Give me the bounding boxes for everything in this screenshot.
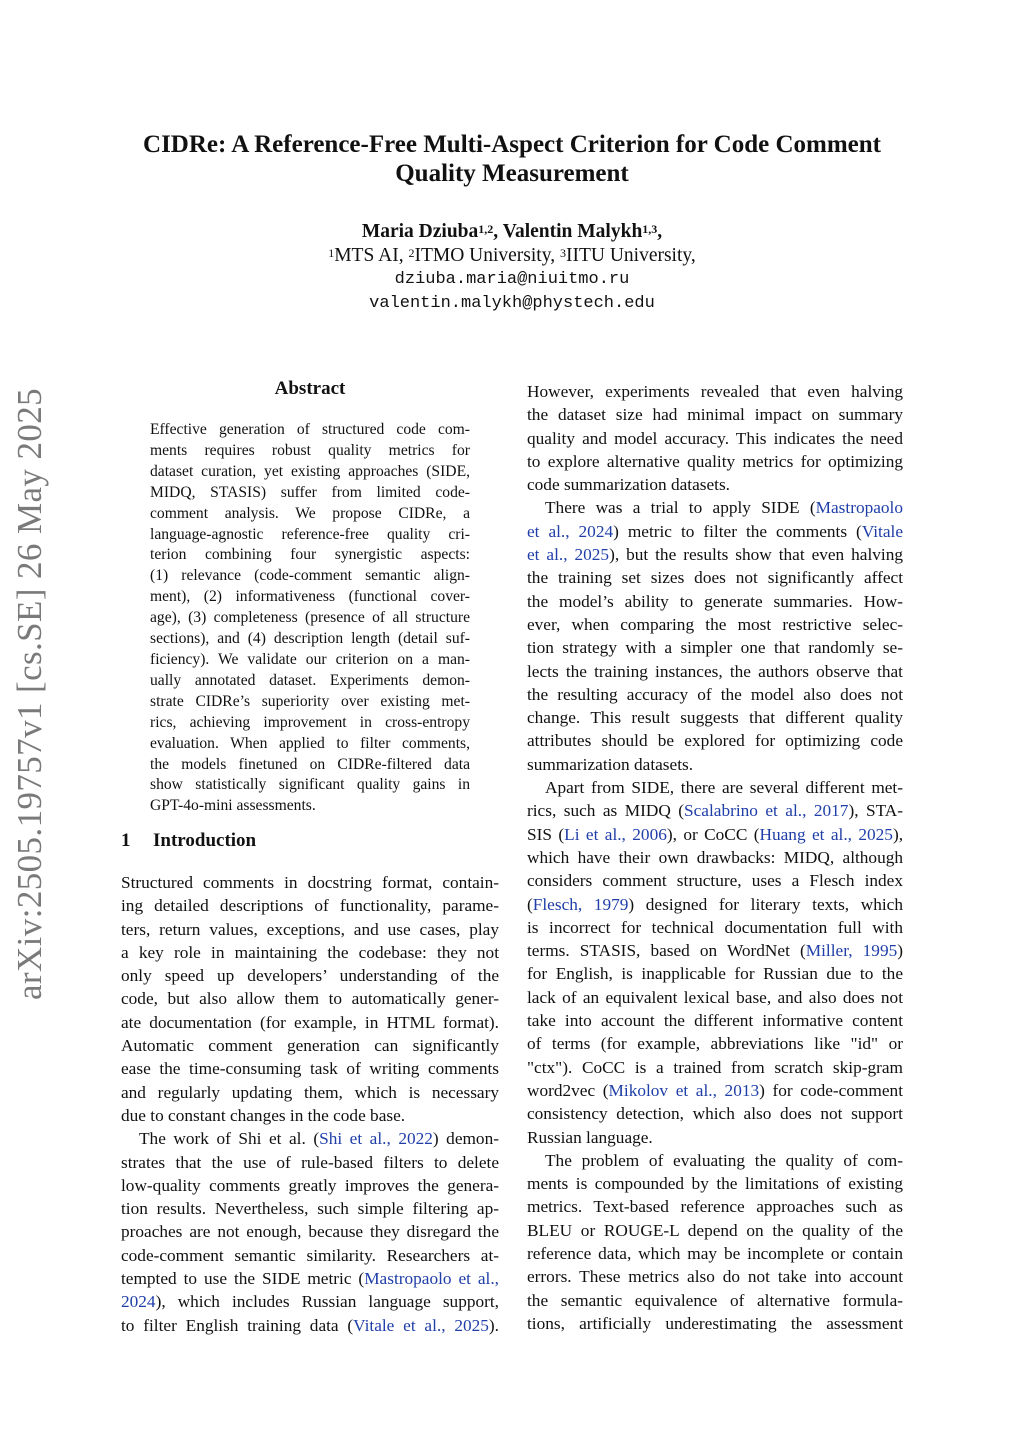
author-2-name: Valentin Malykh — [502, 221, 643, 242]
text-line: ments requires robust quality metrics for — [150, 441, 470, 459]
affiliation-2: ITMO University, — [414, 245, 560, 266]
text-line: change. This result suggests that different quality — [527, 708, 903, 728]
right-paragraph-1 — [527, 380, 903, 496]
text-line: code, but also allow them to automatically gener- — [121, 989, 499, 1009]
text-line: metrics. Text-based reference approaches such as — [527, 1197, 903, 1217]
text-line: GPT-4o-mini assessments. — [150, 797, 316, 815]
author-2-affiliation-marks: 1,3 — [642, 222, 658, 236]
text-line: Effective generation of structured code com- — [150, 421, 470, 438]
text-line: age), (3) completeness (presence of all structure — [150, 609, 470, 627]
affiliation-2-mark: 2 — [408, 246, 415, 260]
text-line: rics, achieving improvement in cross-entropy — [150, 713, 470, 731]
text-line: tions, artificially underestimating the assessment — [527, 1313, 903, 1333]
text-line: (1) relevance (code-comment semantic align- — [150, 567, 470, 585]
introduction-heading — [121, 830, 256, 852]
text-line: the model’s ability to generate summaries. How- — [527, 591, 903, 611]
citation-vitale-2025[interactable]: Vitale — [861, 521, 903, 541]
text-line: "ctx"). CoCC is a trained from scratch skip-gram — [527, 1057, 903, 1077]
text-line: code-comment semantic similarity. Researchers at- — [121, 1245, 499, 1265]
text-line: The problem of evaluating the quality of com- — [545, 1150, 903, 1170]
title-line-1: CIDRe: A Reference-Free Multi-Aspect Criterion for Code Comment — [143, 131, 881, 158]
author-1-email[interactable]: dziuba.maria@niuitmo.ru — [394, 270, 630, 289]
text-line: ate documentation (for example, in HTML format). — [121, 1012, 499, 1032]
citation-flesch-1979[interactable]: Flesch, 1979 — [532, 894, 629, 914]
text-line: to explore alternative quality metrics for optimizing — [527, 451, 903, 471]
text-line: terion combining four synergistic aspects: — [150, 546, 470, 564]
section-title: Introduction — [153, 830, 257, 851]
author-2-email[interactable]: valentin.malykh@phystech.edu — [369, 294, 655, 313]
citation-vitale-2025-b[interactable]: et al., 2025 — [527, 545, 610, 565]
text-line: evaluation. When applied to filter comments, — [150, 734, 470, 752]
text-line: take into account the different informative content — [527, 1011, 903, 1031]
text-line: comment analysis. We propose CIDRe, a — [150, 504, 470, 522]
right-column — [527, 380, 903, 1335]
text-line: of terms (for example, abbreviations like "id" or — [527, 1034, 903, 1054]
right-paragraph-3: Apart from SIDE, there are several different met- rics, such as MIDQ (Scalabrino et al., 2017), STA- SIS (Li et al., 2006), or CoCC (Huang et al., 2025), which have their own drawbacks: MIDQ, although considers comment structure, uses a Flesch index (Flesch, 1979) designed for literary texts, which is incorrect for technical documentation full with terms. STASIS, based on WordNet (Miller, 1995) for English, is inapplicable for Russian due to the lack of an equivalent lexical base, and also does not take into account the different informative content of terms (for example, abbreviations like "id" or "ctx"). CoCC is a trained from scratch skip-gram word2vec (Mikolov et al., 2013) for code-comment consistency detection, which also does not support Russian language. — [527, 776, 903, 1149]
text-line: for English, is inapplicable for Russian due to the — [527, 964, 903, 984]
text-line: low-quality comments greatly improves the genera- — [121, 1175, 499, 1195]
title-line-2: Quality Measurement — [395, 160, 629, 187]
text-line: due to constant changes in the code base. — [121, 1105, 406, 1125]
text-line: ments is compounded by the limitations of existing — [527, 1174, 903, 1194]
introduction-body — [121, 871, 499, 1337]
citation-mikolov-2013[interactable]: Mikolov et al., 2013 — [608, 1080, 760, 1100]
text-line: code summarization datasets. — [527, 475, 730, 495]
text-line: ever, when comparing the most restrictive selec- — [527, 614, 903, 634]
text-line: quality and model accuracy. This indicates the need — [527, 428, 903, 448]
text-line: ing detailed descriptions of functionality, parame- — [121, 896, 499, 916]
citation-mastropaolo-2024-year[interactable]: 2024 — [121, 1292, 156, 1312]
citation-scalabrino-2017[interactable]: Scalabrino et al., 2017 — [684, 801, 849, 821]
author-1-affiliation-marks: 1,2 — [478, 222, 494, 236]
arxiv-identifier: arXiv:2505.19757v1 [cs.SE] 26 May 2025 — [10, 387, 49, 1000]
text-line: ment), (2) informativeness (functional cover- — [150, 588, 470, 606]
text-line: reference data, which may be incomplete or contain — [527, 1243, 903, 1263]
text-line: attributes should be explored for optimizing code — [527, 731, 903, 751]
text-line: the training set sizes does not significantly affect — [527, 568, 903, 588]
right-paragraph-2: There was a trial to apply SIDE (Mastropaolo et al., 2024) metric to filter the comments (Vitale et al., 2025), but the results show that even halving the training set sizes does not significantly affect the model’s ability to generate summaries. How- ever, when comparing the most restrictive selec- tion strategy with a simpler one that randomly se- lects the training instances, the authors observe that the resulting accuracy of the model also does not change. This result suggests that different quality attributes should be explored for optimizing code summarization datasets. — [527, 496, 903, 776]
text-line: and regularly updating them, which is necessary — [121, 1082, 499, 1102]
text-line: MIDQ, STASIS) suffer from limited code- — [150, 483, 470, 501]
text-line: lack of an equivalent lexical base, and also does not — [527, 987, 903, 1007]
text-line: the semantic equivalence of alternative formula- — [527, 1290, 903, 1310]
text-line: strate CIDRe’s superiority over existing met- — [150, 692, 470, 710]
affiliations — [160, 244, 864, 268]
text-line: Structured comments in docstring format, contain- — [121, 873, 499, 892]
text-line: considers comment structure, uses a Flesch index — [527, 871, 903, 891]
text-line: Russian language. — [527, 1127, 653, 1147]
text-line: errors. These metrics also do not take into account — [527, 1267, 903, 1287]
text-line: Automatic comment generation can significantly — [121, 1036, 499, 1056]
citation-li-2006[interactable]: Li et al., 2006 — [564, 824, 667, 844]
abstract-heading: Abstract — [274, 378, 346, 399]
citation-mastropaolo-2024[interactable]: Mastropaolo et al., — [364, 1269, 499, 1289]
text-line: show statistically significant quality gains in — [150, 776, 470, 794]
paper-title — [130, 130, 894, 188]
affiliation-1: MTS AI, — [334, 245, 409, 266]
citation-shi-2022[interactable]: Shi et al., 2022 — [319, 1129, 433, 1149]
text-line: a key role in maintaining the codebase: they not — [121, 942, 499, 962]
intro-paragraph-1 — [121, 871, 499, 1127]
right-paragraph-4 — [527, 1149, 903, 1335]
text-line: is incorrect for technical documentation full with — [527, 917, 903, 937]
abstract-body — [150, 420, 470, 817]
text-line: ters, return values, exceptions, and use cases, play — [121, 919, 499, 939]
citation-huang-2025[interactable]: Huang et al., 2025 — [759, 824, 893, 844]
text-line: language-agnostic reference-free quality cri- — [150, 525, 470, 543]
text-line: summarization datasets. — [527, 754, 694, 774]
text-line: the resulting accuracy of the model also does not — [527, 684, 903, 704]
text-line: the dataset size had minimal impact on summary — [527, 405, 903, 425]
section-number: 1 — [121, 830, 131, 851]
intro-paragraph-2: The work of Shi et al. (Shi et al., 2022) demon- strates that the use of rule-based filters to delete low-quality comments greatly improves the genera- tion results. Nevertheless, such simple filtering ap- proaches are not enough, because they disregard the code-comment semantic similarity. Researchers at- tempted to use the SIDE metric (Mastropaolo et al., 2024), which includes Russian language support, to filter English training data (Vitale et al., 2025). — [121, 1129, 499, 1335]
text-line: dataset curation, yet existing approaches (SIDE, — [150, 462, 470, 480]
text-line: strates that the use of rule-based filters to delete — [121, 1152, 499, 1172]
text-line: lects the training instances, the authors observe that — [527, 661, 903, 681]
text-line: consistency detection, which also does not support — [527, 1104, 903, 1124]
citation-miller-1995[interactable]: Miller, 1995 — [805, 941, 898, 961]
citation-vitale-2025[interactable]: Vitale et al., 2025 — [353, 1315, 489, 1335]
text-line: which have their own drawbacks: MIDQ, although — [527, 847, 903, 867]
affiliation-3-mark: 3 — [559, 246, 566, 260]
citation-mastropaolo-2024-b[interactable]: et al., 2024 — [527, 521, 614, 541]
citation-mastropaolo-2024[interactable]: Mastropaolo — [815, 498, 903, 518]
text-line: tion strategy with a simpler one that randomly se- — [527, 638, 903, 658]
author-1-name: Maria Dziuba — [361, 221, 479, 242]
text-line: ficiency). We validate our criterion on a man- — [150, 650, 470, 668]
text-line: ually annotated dataset. Experiments demon- — [150, 671, 470, 689]
author-names: Maria Dziuba$^{1,2}$, Valentin Malykh$^{1,3}$, — [361, 221, 663, 242]
affiliation-1-mark: 1 — [328, 246, 335, 260]
text-line: sections), and (4) description length (detail suf- — [150, 630, 470, 648]
text-line: only speed up developers’ understanding of the — [121, 966, 499, 986]
text-line: BLEU or ROUGE-L depend on the quality of the — [527, 1220, 903, 1240]
text-line: tion results. Nevertheless, such simple filtering ap- — [121, 1199, 499, 1219]
text-line: However, experiments revealed that even halving — [527, 382, 903, 401]
affiliation-3: IITU University, — [565, 245, 696, 266]
text-line: proaches are not enough, because they disregard the — [121, 1222, 499, 1242]
text-line: ease the time-consuming task of writing comments — [121, 1059, 499, 1079]
author-block — [160, 220, 864, 316]
text-line: the models finetuned on CIDRe-filtered data — [150, 755, 470, 773]
